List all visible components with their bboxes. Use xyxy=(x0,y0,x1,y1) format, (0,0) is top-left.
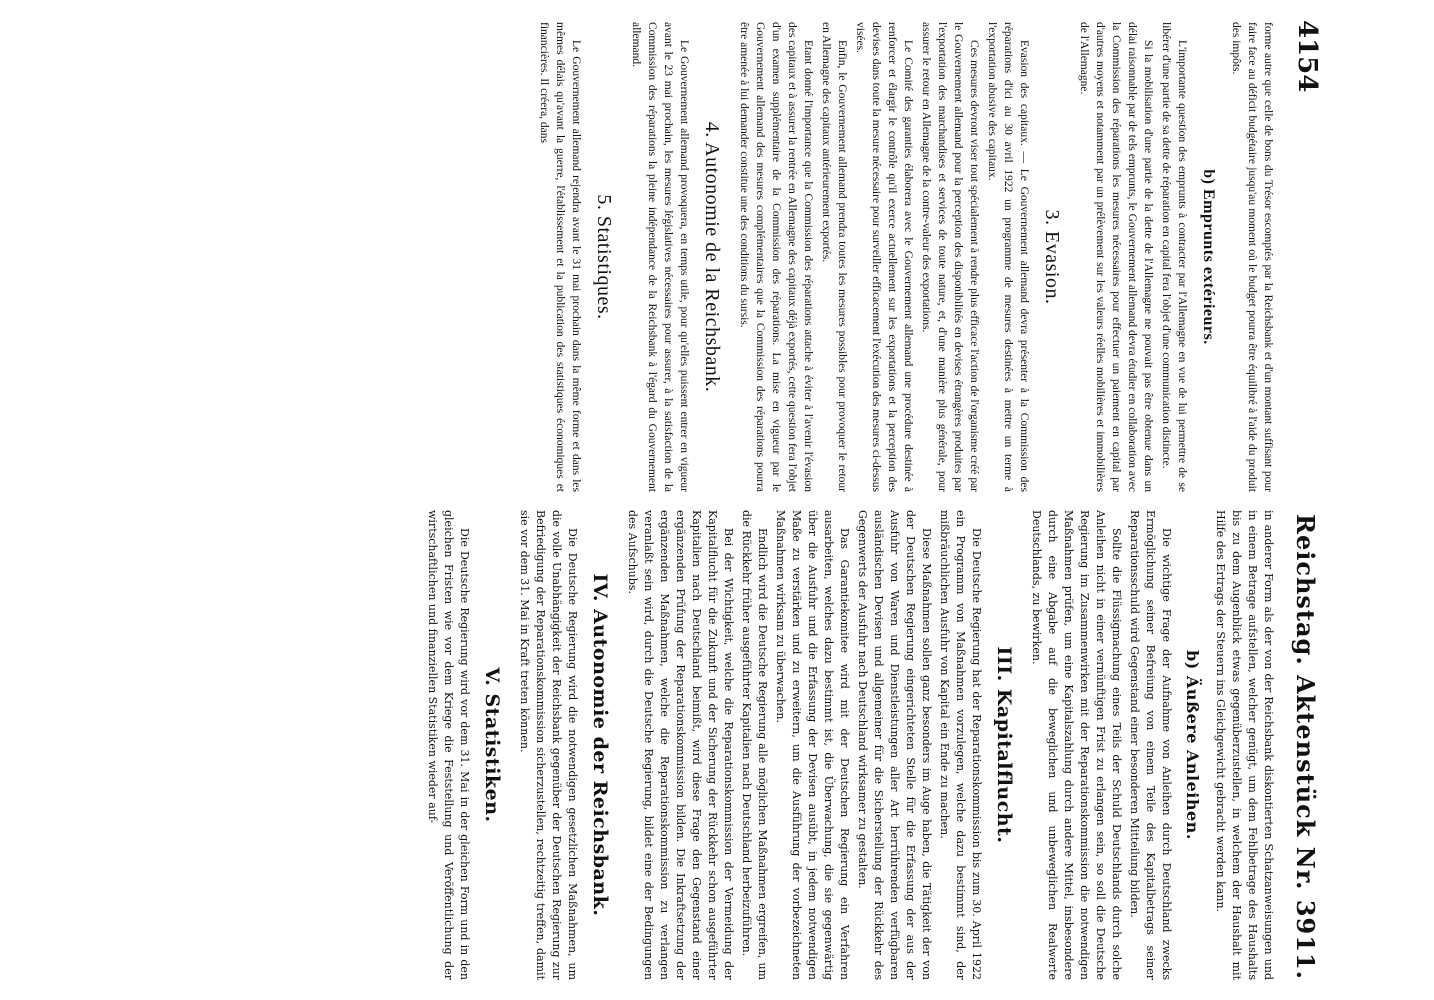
paragraph: Sollte die Flüssigmachung eines Teils der Schuld Deutschlands durch solche Anleihen nicht in einer vernünftigen Frist zu erlangen sein, so soll die Deutsche Regierung im Zusammenwirken mit der Reparationskommission die notwendigen Maßnahmen prüfen, um eine Kapitalszahlung durch andere Mittel, insbesondere durch eine Abgabe auf die beweglichen und unbeweglichen Realwerte Deutschlands, zu bewirken. xyxy=(1030,510,1123,980)
section-heading: b) Äußere Anleihen. xyxy=(1183,650,1202,840)
paragraph: Die Deutsche Regierung wird vor dem 31. Mai in der gleichen Form und in den gleichen Fristen wie vor dem Kriege die Feststellung und Veröffentlichung der wirtschaftlichen und finanziellen Statistiken wieder auf- xyxy=(426,510,471,980)
paragraph: Etant donné l'importance que la Commission des réparations attache à éviter à l'avenir l'évasion des capitaux et à assurer la rentrée en Allemagne des capitaux déjà exportés, cette question fera l'objet d'un examen supplémentaire de la Commission des réparations. La mise en vigueur par le Gouvernement allemand des mesures complémentaires que la Commission des réparations pourra être amenée à lui demander constitue une des conditions du sursis. xyxy=(738,22,814,492)
paragraph: Das Garantiekomitee wird mit der Deutschen Regierung ein Verfahren ausarbeiten, welches dazu bestimmt ist, die Überwachung, die sie gegenwärtig über die Ausfuhr und die Erfassung der Devisen ausübt, in jedem notwendigen Maße zu verstärken und zu erweitern, um die Ausführung der vorbezeichneten Maßnahmen wirksam zu überwachen. xyxy=(774,510,851,980)
section-heading: III. Kapitalflucht. xyxy=(993,646,1015,844)
section-heading: IV. Autonomie der Reichsbank. xyxy=(589,573,611,917)
section-heading: 5. Statistiques. xyxy=(593,194,615,320)
paragraph: Ces mesures devront viser tout spécialement à rendre plus efficace l'action de l'organisme créé par le Gouvernement allemand pour la perception des disponibilités en devises étrangères produites par l'exportation des marchandises et services de toute nature, et, d'une manière plus générale, pour assurer le retour en Allemagne de la contre-valeur des exportations. xyxy=(920,22,980,492)
paragraph: Die wichtige Frage der Aufnahme von Anleihen durch Deutschland zwecks Ermöglichung seiner Befreiung von einem Teile des Kapitalbetrags seiner Reparationsschuld wird Gegenstand einer besonderen Mitteilung bilden. xyxy=(1128,510,1173,980)
french-column xyxy=(534,22,1276,492)
paragraph: forme autre que celle de bons du Trésor escomptés par la Reichsbank et d'un montant suffisant pour faire face au déficit budgétaire jusqu'au moment où le budget pourra être équilibré à l'aide du produit des impôts. xyxy=(1230,22,1274,492)
section-heading: V. Statistiken. xyxy=(481,667,503,823)
section-heading: b) Emprunts extérieurs. xyxy=(1200,169,1217,345)
paragraph: Evasion des capitaux. — Le Gouvernement allemand devra présenter à la Commission des réparations d'ici au 30 avril 1922 un programme de mesures destinées à mettre un terme à l'exportation abusive des capitaux. xyxy=(986,22,1030,492)
page-header xyxy=(1282,20,1322,980)
paragraph: Die Deutsche Regierung wird die notwendigen gesetzlichen Maßnahmen, um die volle Unabhängigkeit der Reichsbank gegenüber der Deutschen Regierung zur Befriedigung der Reparationskommission sicherzustellen, rechtzeitig treffen, damit sie vor dem 31. Mai in Kraft treten können. xyxy=(518,510,579,980)
paragraph: L'importante question des emprunts à contracter par l'Allemagne en vue de lui permettre de se libérer d'une partie de sa dette de réparation en capital fera l'objet d'une communication distincte. xyxy=(1160,22,1188,492)
paragraph: Diese Maßnahmen sollen ganz besonders im Auge haben, die Tätigkeit der von der Deutschen Regierung eingerichteten Stelle für die Erfassung der aus der Ausfuhr von Waren und Dienstleistungen aller Art herrührenden verfügbaren ausländischen Devisen und allgemeiner für die Sicherstellung der Rückkehr des Gegenwerts der Ausfuhr nach Deutschland wirksamer zu gestalten. xyxy=(856,510,933,980)
section-heading: 3. Evasion. xyxy=(1041,209,1063,305)
paragraph: Le Comité des garanties élaborera avec le Gouvernement allemand une procédure destinée à renforcer et élargir le contrôle qu'il exerce actuellement sur les exportations et la perception des devises dans toute la mesure nécessaire pour surveiller efficacement l'exécution des mesures ci-dessus visées. xyxy=(854,22,914,492)
paragraph: in anderer Form als der von der Reichsbank diskontierten Schatzanweisungen und in einem Betrage aufstellen, welcher genügt, um dem Fehlbetrage des Haushalts bis zu dem Augenblick etwas gegenüberzustellen, in welchem der Haushalt mit Hilfe des Ertrags der Steuern ins Gleichgewicht gebracht werden kann. xyxy=(1214,510,1275,980)
paragraph: Bei der Wichtigkeit, welche die Reparationskommission der Vermeidung der Kapitalflucht für die Zukunft und der Sicherung der Rückkehr schon ausgeführter Kapitalien nach Deutschland beimißt, wird diese Frage den Gegenstand einer ergänzenden Prüfung der Reparationskommission bilden. Die Inkraftsetzung der ergänzenden Maßnahmen, welche die Reparationskommission zu verlangen veranlaßt sein wird, durch die Deutsche Regierung, bildet eine der Bedingungen des Aufschubs. xyxy=(626,510,735,980)
german-column xyxy=(422,510,1276,980)
paragraph: Enfin, le Gouvernement allemand prendra toutes les mesures possibles pour provoquer le retour en Allemagne des capitaux antérieurement exportés. xyxy=(820,22,848,492)
page-number: 4154 xyxy=(1292,20,1322,93)
paragraph: Si la mobilisation d'une partie de la dette de l'Allemagne ne pouvait pas être obtenue dans un délai raisonnable par de tels emprunts, le Gouvernement allemand devra étudier en collaboration avec la Commission des réparations les mesures nécessaires pour effectuer un paiement en capital par d'autres moyens et notamment par un prélèvement sur les valeurs réelles mobilières et immobilières de l'Allemagne. xyxy=(1078,22,1154,492)
paragraph: Le Gouvernement allemand rejendra avant le 31 mai prochain dans la même forme et dans les mêmes délais qu'avant la guerre, l'établissement et la publication des statistiques économiques et financières. Il créera, dans xyxy=(538,22,582,492)
paragraph: Endlich wird die Deutsche Regierung alle möglichen Maßnahmen ergreifen, um die Rückkehr früher ausgeführter Kapitalien nach Deutschland herbeizuführen. xyxy=(740,510,769,980)
paragraph: Die Deutsche Regierung hat der Reparationskommission bis zum 30. April 1922 ein Programm von Maßnahmen vorzulegen, welche dazu bestimmt sind, der mißbräuchlichen Ausfuhr von Kapital ein Ende zu machen. xyxy=(938,510,983,980)
running-head: Reichstag. Aktenstück Nr. 3911. xyxy=(1291,514,1320,980)
paragraph: Le Gouvernement allemand provoquera, en temps utile, pour qu'elles puissent entrer en vigueur avant le 23 mai prochain, les mesures législatives nécessaires pour assurer, à la satisfaction de la Commission des réparations la pleine indépendance de la Reichsbank à l'égard du Gouvernement allemand. xyxy=(630,22,690,492)
section-heading: 4. Autonomie de la Reichsbank. xyxy=(701,121,723,393)
